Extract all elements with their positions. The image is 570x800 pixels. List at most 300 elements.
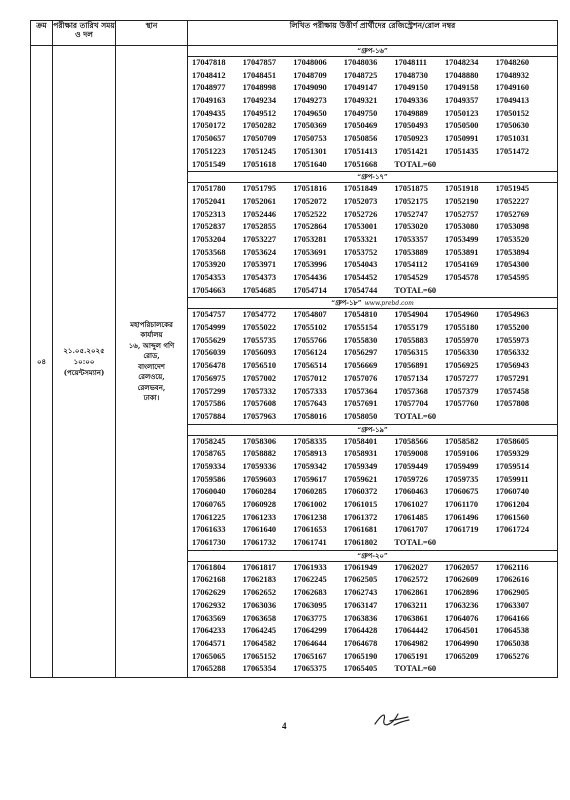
roll-number: 17056669 [343,361,378,371]
roll-row [188,57,557,70]
roll-number: 17050630 [495,121,530,131]
roll-number: 17054595 [495,273,530,282]
roll-row [188,183,557,196]
exam-team: (পয়েন্টসম্যান) [63,368,105,377]
roll-number: 17060040 [192,487,226,497]
roll-number: 17062652 [242,588,277,598]
roll-number: 17052073 [343,196,378,206]
roll-number: 17063775 [293,613,327,623]
roll-number: 17058605 [495,436,530,446]
roll-number: 17057277 [444,373,479,383]
group-title-text: “গ্রুপ-২০” [357,551,388,560]
group-title-text: “গ্রুপ-১৭” [357,173,388,182]
roll-row [188,234,557,247]
roll-number: 17061802 [343,538,378,548]
group-total: TOTAL=60 [394,411,437,421]
roll-number: 17054578 [444,273,479,282]
roll-number: 17056478 [192,361,226,371]
roll-row [188,386,557,399]
roll-row [188,486,557,499]
roll-row [188,196,557,209]
roll-number: 17059514 [495,461,530,471]
roll-number: 17054757 [192,310,226,320]
roll-number: 17052769 [495,209,530,219]
signature-mark [372,708,412,730]
roll-number: 17057458 [495,386,530,396]
roll-number: 17061015 [343,500,378,509]
roll-number: 17061204 [495,500,530,509]
roll-number: 17056510 [242,361,277,371]
roll-number: 17049090 [293,83,327,93]
roll-number: 17049273 [293,96,327,106]
roll-number: 17052747 [394,209,428,219]
roll-number: 17051640 [293,159,327,169]
roll-number: 17056514 [293,361,327,371]
table-row [31,46,558,678]
roll-row [188,82,557,95]
roll-number: 17060675 [444,487,479,497]
roll-number: 17063861 [394,613,428,623]
roll-number: 17053080 [444,222,479,232]
roll-number: 17050123 [444,108,479,118]
roll-number: 17059449 [394,461,428,471]
roll-number: 17054169 [444,260,479,270]
roll-number: 17049889 [394,108,428,118]
roll-number: 17055180 [444,323,479,333]
roll-number: 17051031 [495,134,530,144]
roll-number: 17060740 [495,487,530,497]
group-title [188,298,557,309]
roll-number: 17048977 [192,83,226,93]
roll-number: 17061804 [192,562,226,572]
roll-number: 17058245 [192,436,226,446]
roll-number: 17053098 [495,222,530,232]
roll-number: 17056925 [444,361,479,371]
roll-number: 17054436 [293,273,327,282]
roll-number: 17065190 [343,651,378,661]
roll-number: 17054999 [192,323,226,333]
roll-number: 17053227 [242,234,277,244]
roll-number: 17054810 [343,310,378,320]
roll-number: 17057364 [343,386,378,396]
roll-number: 17049150 [394,83,428,93]
roll-number: 17059106 [444,449,479,459]
roll-number: 17048234 [444,58,479,67]
roll-number: 17058913 [293,449,327,459]
roll-number: 17048730 [394,70,428,80]
roll-row [188,574,557,587]
roll-number: 17053894 [495,247,530,257]
roll-number: 17059342 [293,461,327,471]
roll-number: 17049158 [444,83,479,93]
roll-number: 17055973 [495,335,530,345]
roll-number: 17054300 [495,260,530,270]
roll-number: 17057884 [192,411,226,421]
roll-number: 17059621 [343,474,378,484]
roll-row [188,512,557,525]
roll-number: 17052522 [293,209,327,219]
roll-number: 17049512 [242,108,277,118]
roll-number: 17051795 [242,184,277,194]
roll-row [188,600,557,613]
roll-row [188,221,557,234]
roll-number: 17058306 [242,436,277,446]
roll-number: 17055102 [293,323,327,333]
roll-number: 17063147 [343,600,378,610]
roll-number: 17064299 [293,626,327,636]
roll-number: 17048111 [394,58,427,67]
header-date-time: পরীক্ষার তারিখ সময় ও দল [53,21,116,46]
roll-number: 17059735 [444,474,479,484]
roll-number: 17063095 [293,600,327,610]
roll-number: 17051668 [343,159,378,169]
roll-number: 17053020 [394,222,428,232]
roll-number: 17064442 [394,626,428,636]
roll-number: 17050282 [242,121,277,131]
roll-number: 17057076 [343,373,378,383]
roll-number: 17054663 [192,285,226,295]
roll-number: 17059008 [394,449,428,459]
roll-row [188,448,557,461]
roll-number: 17063036 [242,600,277,610]
roll-number: 17053996 [293,260,327,270]
roll-number: 17062572 [394,575,428,585]
roll-number: 17053520 [495,234,530,244]
roll-number: 17054373 [242,273,277,282]
roll-row [188,613,557,626]
roll-number: 17063236 [444,600,479,610]
roll-number: 17051816 [293,184,327,194]
header-roll-numbers: লিখিত পরীক্ষায় উত্তীর্ণ প্রার্থীদের রেজিস্ট্রেশন/রোল নম্বর [188,21,558,46]
roll-number: 17064166 [495,613,530,623]
roll-number: 17052072 [293,196,327,206]
roll-number: 17052446 [242,209,277,219]
roll-number: 17049750 [343,108,378,118]
roll-number: 17058765 [192,449,226,459]
roll-number: 17051875 [394,184,428,194]
roll-number: 17050657 [192,134,226,144]
roll-number: 17061640 [242,525,277,535]
roll-number: 17063307 [495,600,530,610]
roll-number: 17057291 [495,373,530,383]
roll-number: 17055629 [192,335,226,345]
roll-number: 17049435 [192,108,226,118]
roll-number: 17058335 [293,436,327,446]
roll-number: 17063211 [394,600,428,610]
roll-row [188,285,557,298]
roll-number: 17062616 [495,575,530,585]
roll-number: 17060928 [242,500,277,509]
roll-number: 17053752 [343,247,378,257]
roll-number: 17053001 [343,222,378,232]
roll-number: 17058016 [293,411,327,421]
roll-number: 17059911 [495,474,529,484]
roll-number: 17048709 [293,70,327,80]
roll-number: 17055022 [242,323,277,333]
venue-cell [116,46,188,678]
group-title [188,172,557,183]
roll-row [188,524,557,537]
roll-number: 17060372 [343,487,378,497]
roll-row [188,209,557,222]
roll-number: 17057704 [394,399,428,409]
roll-number: 17052313 [192,209,226,219]
roll-number: 17061681 [343,525,378,535]
group-title [188,551,557,562]
roll-number: 17052190 [444,196,479,206]
roll-number: 17048036 [343,58,378,67]
serial-cell: ০৪ [31,46,53,678]
roll-number: 17054963 [495,310,530,320]
roll-number: 17054112 [394,260,428,270]
roll-number: 17057134 [394,373,428,383]
roll-number: 17061719 [444,525,479,535]
roll-row [188,562,557,575]
roll-number: 17056330 [444,348,479,358]
roll-number: 17059349 [343,461,378,471]
roll-row [188,587,557,600]
roll-number: 17051413 [343,146,378,156]
roll-number: 17054043 [343,260,378,270]
roll-number: 17065288 [192,664,226,674]
roll-row [188,360,557,373]
roll-row [188,411,557,424]
group-total: TOTAL=60 [394,285,437,295]
roll-row [188,159,557,172]
roll-row [188,461,557,474]
roll-number: 17063658 [242,613,277,623]
group-title [188,46,557,57]
roll-number: 17054904 [394,310,428,320]
roll-row [188,108,557,121]
roll-number: 17061933 [293,562,327,572]
roll-row [188,247,557,260]
roll-number: 17057002 [242,373,277,383]
roll-number: 17051849 [343,184,378,194]
roll-row [188,651,557,664]
roll-number: 17050469 [343,121,378,131]
roll-number: 17049163 [192,96,226,106]
roll-number: 17055970 [444,335,479,345]
roll-number: 17053357 [394,234,428,244]
roll-number: 17065354 [242,664,277,674]
roll-number: 17056332 [495,348,530,358]
venue-line: কার্যালয় [140,330,163,339]
roll-number: 17051301 [293,146,327,156]
roll-number: 17060463 [394,487,428,497]
roll-number: 17048260 [495,58,530,67]
roll-number: 17062168 [192,575,226,585]
venue-line: ১৬, আব্দুল গণি [128,340,175,350]
group-total: TOTAL=60 [394,664,437,674]
roll-number: 17048932 [495,70,530,80]
roll-number: 17053321 [343,234,378,244]
roll-number: 17061653 [293,525,327,535]
roll-number: 17061949 [343,562,378,572]
roll-row [188,474,557,487]
roll-number: 17054685 [242,285,277,295]
roll-number: 17060285 [293,487,327,497]
roll-number: 17064076 [444,613,479,623]
page-number: 4 [282,721,287,731]
roll-number: 17056093 [242,348,277,358]
roll-number: 17057643 [293,399,327,409]
roll-number: 17050500 [444,121,479,131]
roll-number: 17062027 [394,562,428,572]
roll-number: 17061732 [242,538,277,548]
venue-line: মহাপরিচালকের [130,319,173,329]
roll-row [188,309,557,322]
roll-number: 17058931 [343,449,378,459]
roll-number: 17061238 [293,512,327,522]
roll-row [188,322,557,335]
roll-number: 17059726 [394,474,428,484]
roll-group [188,46,557,172]
roll-number: 17051945 [495,184,530,194]
group-title-text: “গ্রুপ-১৯” [357,425,388,434]
roll-number: 17055766 [293,335,327,345]
roll-number: 17057963 [242,411,277,421]
roll-number: 17062896 [444,588,479,598]
roll-number: 17050493 [394,121,428,131]
roll-number: 17047818 [192,58,226,67]
roll-number: 17061485 [394,512,428,522]
roll-number: 17061233 [242,512,277,522]
roll-number: 17057586 [192,399,226,409]
roll-number: 17049336 [394,96,428,106]
roll-group [188,172,557,298]
roll-number: 17050152 [495,108,530,118]
roll-number: 17061560 [495,512,530,522]
roll-number: 17064678 [343,638,378,648]
roll-number: 17062743 [343,588,378,598]
roll-number: 17055154 [343,323,378,333]
roll-row [188,347,557,360]
roll-number: 17052757 [444,209,479,219]
roll-number: 17062905 [495,588,530,598]
roll-number: 17050923 [394,134,428,144]
roll-number: 17056975 [192,373,226,383]
roll-number: 17062245 [293,575,327,585]
roll-number: 17059336 [242,461,277,471]
roll-number: 17051618 [242,159,277,169]
roll-row [188,133,557,146]
header-serial: ক্রম [31,21,53,46]
roll-number: 17059617 [293,474,327,484]
group-title-text: “গ্রুপ-১৮” [331,299,362,308]
roll-number: 17053891 [444,247,479,257]
roll-number: 17052175 [394,196,428,206]
roll-number: 17051223 [192,146,226,156]
roll-number: 17058401 [343,436,378,446]
roll-number: 17050753 [293,134,327,144]
roll-number: 17053624 [242,247,277,257]
roll-number: 17051472 [495,146,530,156]
exam-time: ১০:০০ [73,357,95,366]
group-title-text: “গ্রুপ-১৬” [357,47,388,55]
venue-line: বাংলাদেশ [138,361,165,371]
roll-number: 17059329 [495,449,530,459]
roll-row [188,373,557,386]
roll-number: 17064571 [192,638,226,648]
roll-number: 17057368 [394,386,428,396]
roll-number: 17052061 [242,196,277,206]
roll-number: 17061633 [192,525,226,535]
table-header-row [31,21,558,46]
roll-number: 17057333 [293,386,327,396]
roll-number: 17057299 [192,386,226,396]
roll-number: 17056891 [394,361,428,371]
roll-number: 17062629 [192,588,226,598]
roll-number: 17064428 [343,626,378,636]
roll-number: 17052855 [242,222,277,232]
roll-number: 17056297 [343,348,378,358]
exam-date: ২১.০৫.২০২৫ [63,346,105,355]
roll-row [188,398,557,411]
roll-number: 17062183 [242,575,277,585]
roll-row [188,146,557,159]
roll-number: 17054744 [343,285,378,295]
roll-row [188,537,557,550]
exam-schedule-table [30,20,558,678]
roll-number: 17065375 [293,664,327,674]
roll-number: 17059334 [192,461,226,471]
roll-number: 17055735 [242,335,277,345]
roll-number: 17061225 [192,512,226,522]
roll-number: 17062505 [343,575,378,585]
roll-number: 17065191 [394,651,428,661]
roll-number: 17051421 [394,146,428,156]
roll-number: 17057012 [293,373,327,383]
roll-number: 17062116 [495,562,529,572]
roll-number: 17058882 [242,449,277,459]
roll-group [188,298,557,424]
roll-row [188,625,557,638]
roll-number: 17050991 [444,134,479,144]
roll-number: 17053281 [293,234,327,244]
roll-row [188,95,557,108]
roll-number: 17052837 [192,222,226,232]
roll-number: 17051549 [192,159,226,169]
roll-row [188,259,557,272]
roll-row [188,335,557,348]
roll-number: 17051245 [242,146,277,156]
group-title [188,425,557,436]
roll-number: 17057379 [444,386,479,396]
roll-number: 17052227 [495,196,530,206]
roll-row [188,120,557,133]
roll-number: 17053691 [293,247,327,257]
roll-number: 17059603 [242,474,277,484]
roll-number: 17065167 [293,651,327,661]
roll-number: 17053971 [242,260,277,270]
roll-number: 17064538 [495,626,530,636]
roll-number: 17049147 [343,83,378,93]
roll-group [188,425,557,551]
roll-number: 17049650 [293,108,327,118]
roll-number: 17053889 [394,247,428,257]
roll-number: 17048998 [242,83,277,93]
roll-number-groups [188,46,558,678]
roll-row [188,663,557,676]
roll-number: 17062683 [293,588,327,598]
roll-number: 17061741 [293,538,327,548]
roll-number: 17049413 [495,96,530,106]
roll-number: 17061027 [394,500,428,509]
roll-number: 17052041 [192,196,226,206]
roll-row [188,499,557,512]
roll-number: 17052864 [293,222,327,232]
